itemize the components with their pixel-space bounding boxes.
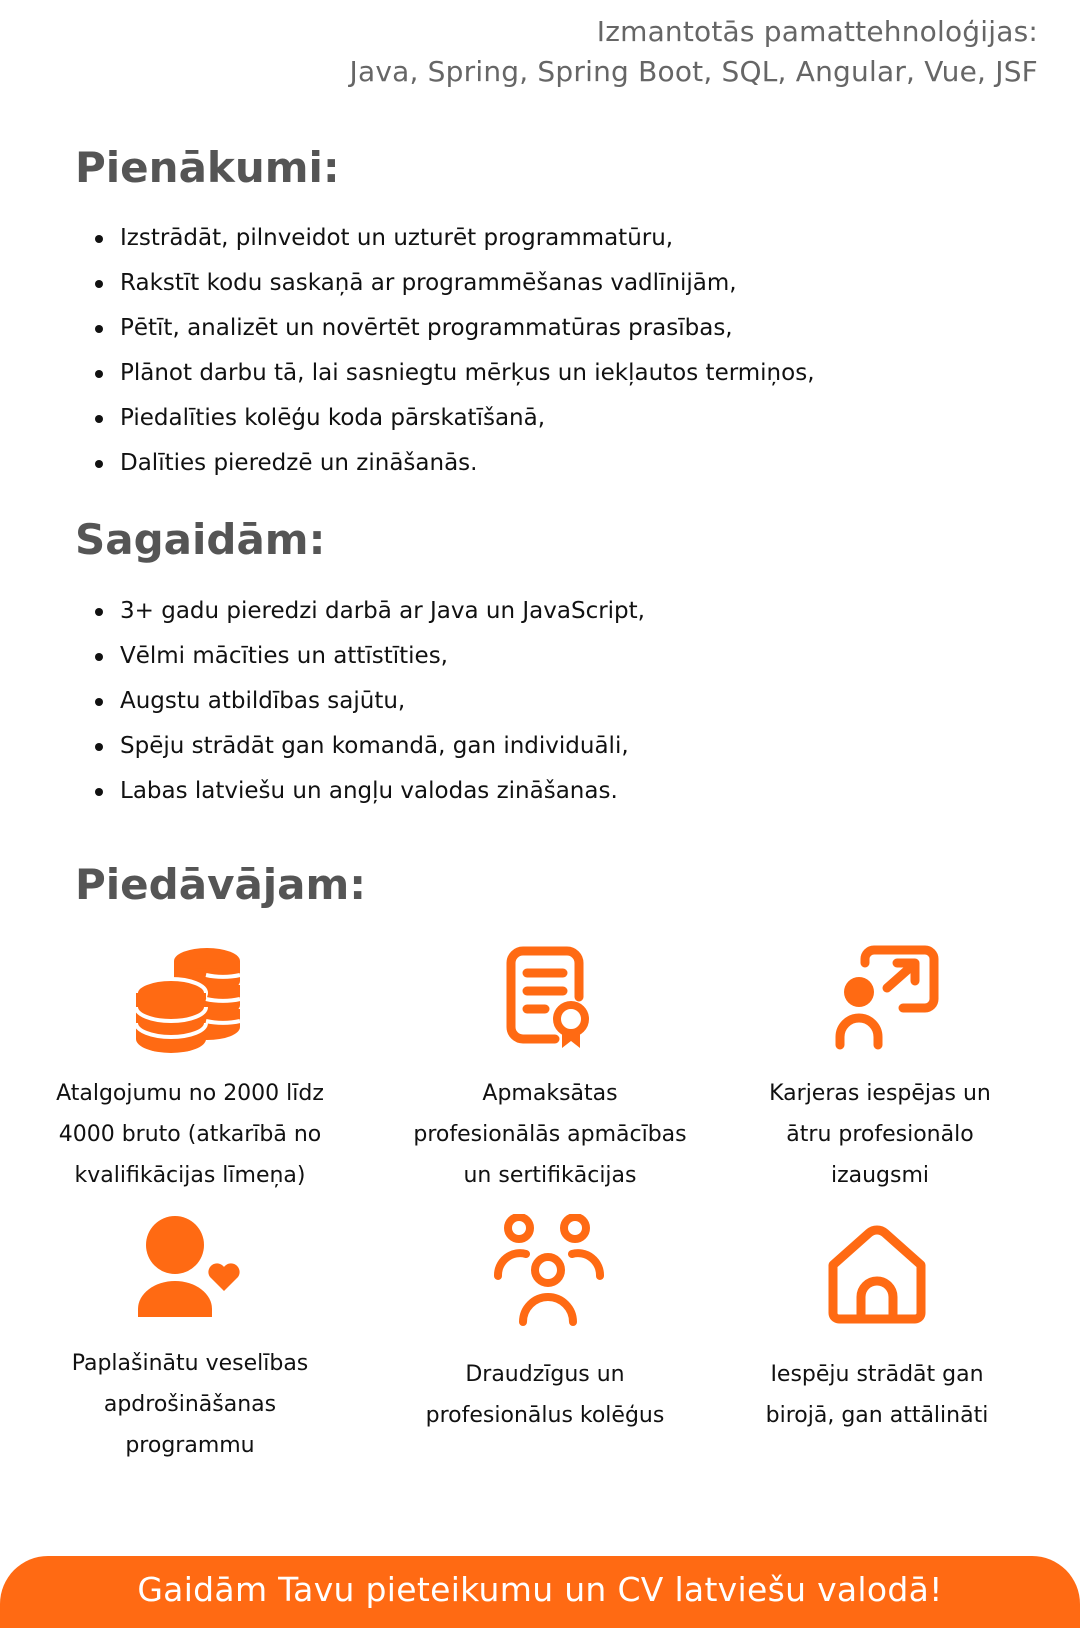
benefit-line: kvalifikācijas līmeņa) <box>74 1163 306 1188</box>
certificate-icon <box>505 945 595 1054</box>
benefit-line: ātru profesionālo <box>786 1122 974 1147</box>
tech-stack-title: Izmantotās pamattehnoloģijas: <box>596 15 1038 48</box>
offer-heading: Piedāvājam: <box>75 860 367 909</box>
benefit-line: profesionālās apmācības <box>413 1122 687 1147</box>
benefit-career <box>730 1073 1030 1196</box>
tech-stack <box>350 12 1038 92</box>
list-item: Spēju strādāt gan komandā, gan individuāli, <box>95 724 645 769</box>
benefit-line: un sertifikācijas <box>463 1163 637 1188</box>
benefit-line: izaugsmi <box>830 1163 930 1188</box>
benefit-line: Paplašinātu veselības <box>71 1351 309 1376</box>
list-item: Plānot darbu tā, lai sasniegtu mērķus un iekļautos termiņos, <box>95 351 815 396</box>
responsibilities-list <box>95 216 815 486</box>
list-item: 3+ gadu pieredzi darbā ar Java un JavaScript, <box>95 589 645 634</box>
coins-icon <box>135 945 245 1059</box>
home-icon <box>825 1225 929 1329</box>
benefit-line: apdrošināšanas <box>103 1392 277 1417</box>
tech-stack-list: Java, Spring, Spring Boot, SQL, Angular, Vue, JSF <box>349 55 1038 88</box>
benefit-line: birojā, gan attālināti <box>765 1403 989 1428</box>
benefit-line: Karjeras iespējas un <box>769 1081 991 1106</box>
benefit-line: Atalgojumu no 2000 līdz <box>56 1081 324 1106</box>
benefit-line: programmu <box>125 1433 255 1458</box>
list-item: Pētīt, analizēt un novērtēt programmatūras prasības, <box>95 306 815 351</box>
list-item: Dalīties pieredzē un zināšanās. <box>95 441 815 486</box>
benefit-remote <box>727 1354 1027 1436</box>
list-item: Piedalīties kolēģu koda pārskatīšanā, <box>95 396 815 441</box>
list-item: Augstu atbildības sajūtu, <box>95 679 645 724</box>
benefit-line: 4000 bruto (atkarībā no <box>58 1122 322 1147</box>
benefit-health <box>40 1343 340 1466</box>
list-item: Labas latviešu un angļu valodas zināšanas. <box>95 769 645 814</box>
list-item: Rakstīt kodu saskaņā ar programmēšanas vadlīnijām, <box>95 261 815 306</box>
colleagues-icon <box>493 1214 605 1330</box>
benefit-training <box>400 1073 700 1196</box>
apply-banner <box>0 1556 1080 1628</box>
expectations-heading: Sagaidām: <box>75 515 326 564</box>
list-item: Izstrādāt, pilnveidot un uzturēt programmatūru, <box>95 216 815 261</box>
apply-banner-text: Gaidām Tavu pieteikumu un CV latviešu valodā! <box>137 1569 943 1609</box>
benefit-line: Iespēju strādāt gan <box>770 1362 984 1387</box>
career-growth-icon <box>835 945 945 1059</box>
responsibilities-heading: Pienākumi: <box>75 143 340 192</box>
benefit-line: profesionālus kolēģus <box>425 1403 665 1428</box>
benefit-line: Apmaksātas <box>482 1081 618 1106</box>
list-item: Vēlmi mācīties un attīstīties, <box>95 634 645 679</box>
expectations-list <box>95 589 645 814</box>
benefit-salary <box>40 1073 340 1196</box>
benefit-colleagues <box>395 1354 695 1436</box>
health-insurance-icon <box>138 1215 243 1324</box>
benefit-line: Draudzīgus un <box>465 1362 625 1387</box>
